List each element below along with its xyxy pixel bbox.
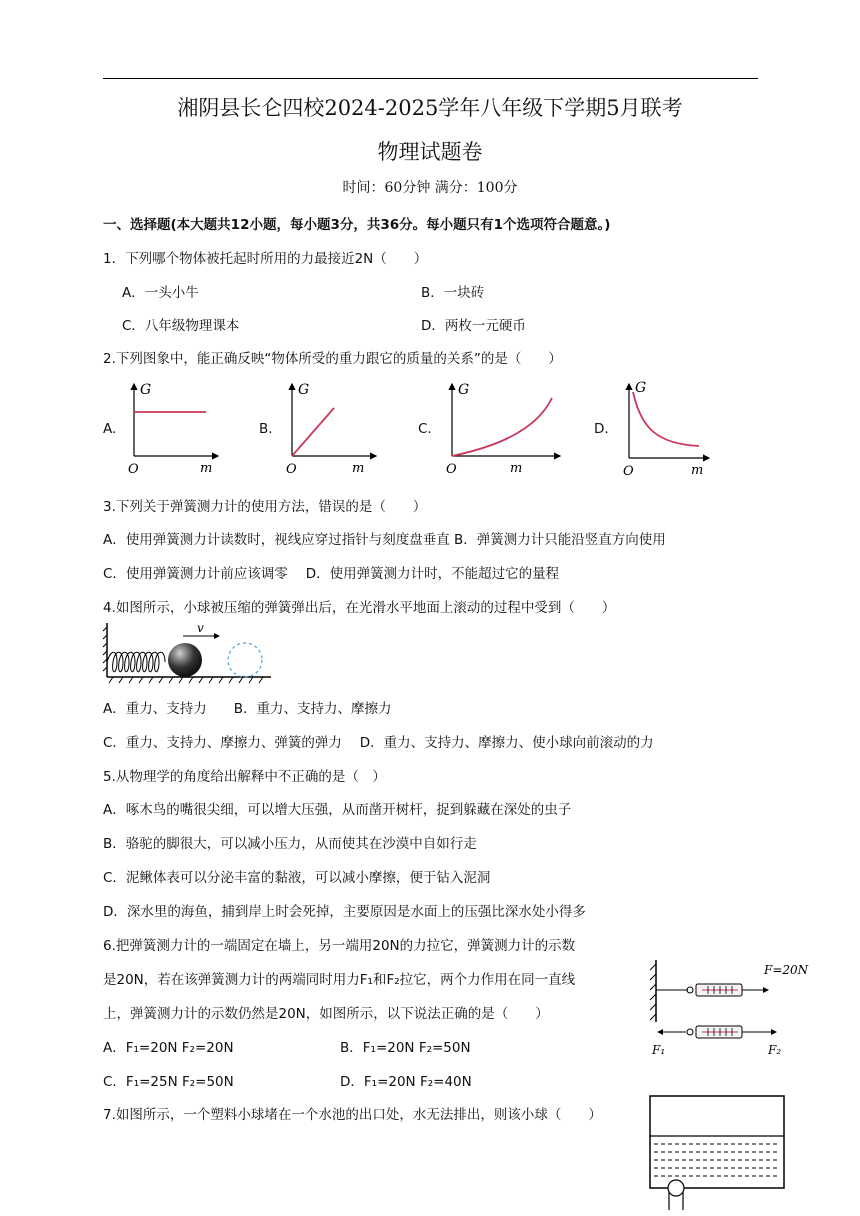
q1-option-b: B．一块砖 [421,285,485,301]
axis-y-label: G [635,380,647,396]
fig-f2-label: F₂ [768,1043,782,1057]
axis-x-label: m [200,461,213,476]
q1-option-d: D．两枚一元硬币 [421,318,526,334]
exam-title: 湘阴县长仑四校2024-2025学年八年级下学期5月联考 [177,96,683,120]
q1-stem: 1．下列哪个物体被托起时所用的力最接近2N（ ） [103,251,428,267]
q7-pool-figure [648,1092,788,1212]
q2-label-b: B. [259,421,273,437]
q6-stem-line2: 是20N，若在该弹簧测力计的两端同时用力F₁和F₂拉它，两个力作用在同一直线 [103,972,576,988]
origin-label: O [623,464,634,479]
axis-y-label: G [140,382,152,398]
velocity-label: v [197,621,204,635]
q2-graph-d [617,378,717,478]
q6-option-d: D．F₁=20N F₂=40N [340,1074,472,1090]
axis-x-label: m [510,461,523,476]
q4-options-cd: C．重力、支持力、摩擦力、弹簧的弹力 D．重力、支持力、摩擦力、使小球向前滚动的力 [103,735,654,751]
axis-y-label: G [298,382,310,398]
axis-x-label: m [691,463,704,478]
q1-option-a: A．一头小牛 [122,285,199,301]
q4-spring-ball-figure [103,617,273,687]
section-heading: 一、选择题(本大题共12小题，每小题3分，共36分。每小题只有1个选项符合题意。) [103,217,611,233]
q6-option-c: C．F₁=25N F₂=50N [103,1074,234,1090]
origin-label: O [446,462,457,477]
q2-graph-b [280,378,380,478]
q2-stem: 2.下列图象中，能正确反映“物体所受的重力跟它的质量的关系”的是（ ） [103,351,562,367]
exam-subtitle: 物理试题卷 [377,140,483,164]
q6-spring-scale-figure [648,958,809,1060]
q4-options-ab: A．重力、支持力 B．重力、支持力、摩擦力 [103,701,392,717]
q5-option-c: C．泥鳅体表可以分泌丰富的黏液，可以减小摩擦，便于钻入泥洞 [103,870,491,886]
q4-stem: 4.如图所示，小球被压缩的弹簧弹出后，在光滑水平地面上滚动的过程中受到（ ） [103,600,616,616]
origin-label: O [128,462,139,477]
q2-graph-c [440,378,570,478]
axis-y-label: G [458,382,470,398]
q2-graph-a [122,378,222,478]
exam-meta: 时间：60分钟 满分：100分 [342,180,518,196]
q6-stem-line1: 6.把弹簧测力计的一端固定在墙上，另一端用20N的力拉它，弹簧测力计的示数 [103,938,576,954]
q3-options-ab: A．使用弹簧测力计读数时，视线应穿过指针与刻度盘垂直 B．弹簧测力计只能沿竖直方向使用 [103,532,666,548]
q2-label-d: D. [594,421,609,437]
q2-label-a: A. [103,421,117,437]
header-rule [103,78,758,79]
q5-option-d: D．深水里的海鱼，捕到岸上时会死掉，主要原因是水面上的压强比深水处小得多 [103,904,586,920]
q7-stem: 7.如图所示，一个塑料小球堵在一个水池的出口处，水无法排出，则该小球（ ） [103,1107,602,1123]
q5-stem: 5.从物理学的角度给出解释中不正确的是（ ） [103,769,386,785]
q6-stem-line3: 上，弹簧测力计的示数仍然是20N，如图所示，以下说法正确的是（ ） [103,1006,549,1022]
q6-option-b: B．F₁=20N F₂=50N [340,1040,471,1056]
q3-stem: 3.下列关于弹簧测力计的使用方法，错误的是（ ） [103,499,427,515]
origin-label: O [286,462,297,477]
q5-option-a: A．啄木鸟的嘴很尖细，可以增大压强，从而凿开树杆，捉到躲藏在深处的虫子 [103,802,572,818]
q6-option-a: A．F₁=20N F₂=20N [103,1040,234,1056]
q3-options-cd: C．使用弹簧测力计前应该调零 D．使用弹簧测力计时，不能超过它的量程 [103,566,560,582]
q5-option-b: B．骆驼的脚很大，可以减小压力，从而使其在沙漠中自如行走 [103,836,477,852]
fig-force-label: F=20N [764,963,809,977]
q1-option-c: C．八年级物理课本 [122,318,240,334]
fig-f1-label: F₁ [652,1043,666,1057]
q2-label-c: C. [418,421,432,437]
axis-x-label: m [352,461,365,476]
